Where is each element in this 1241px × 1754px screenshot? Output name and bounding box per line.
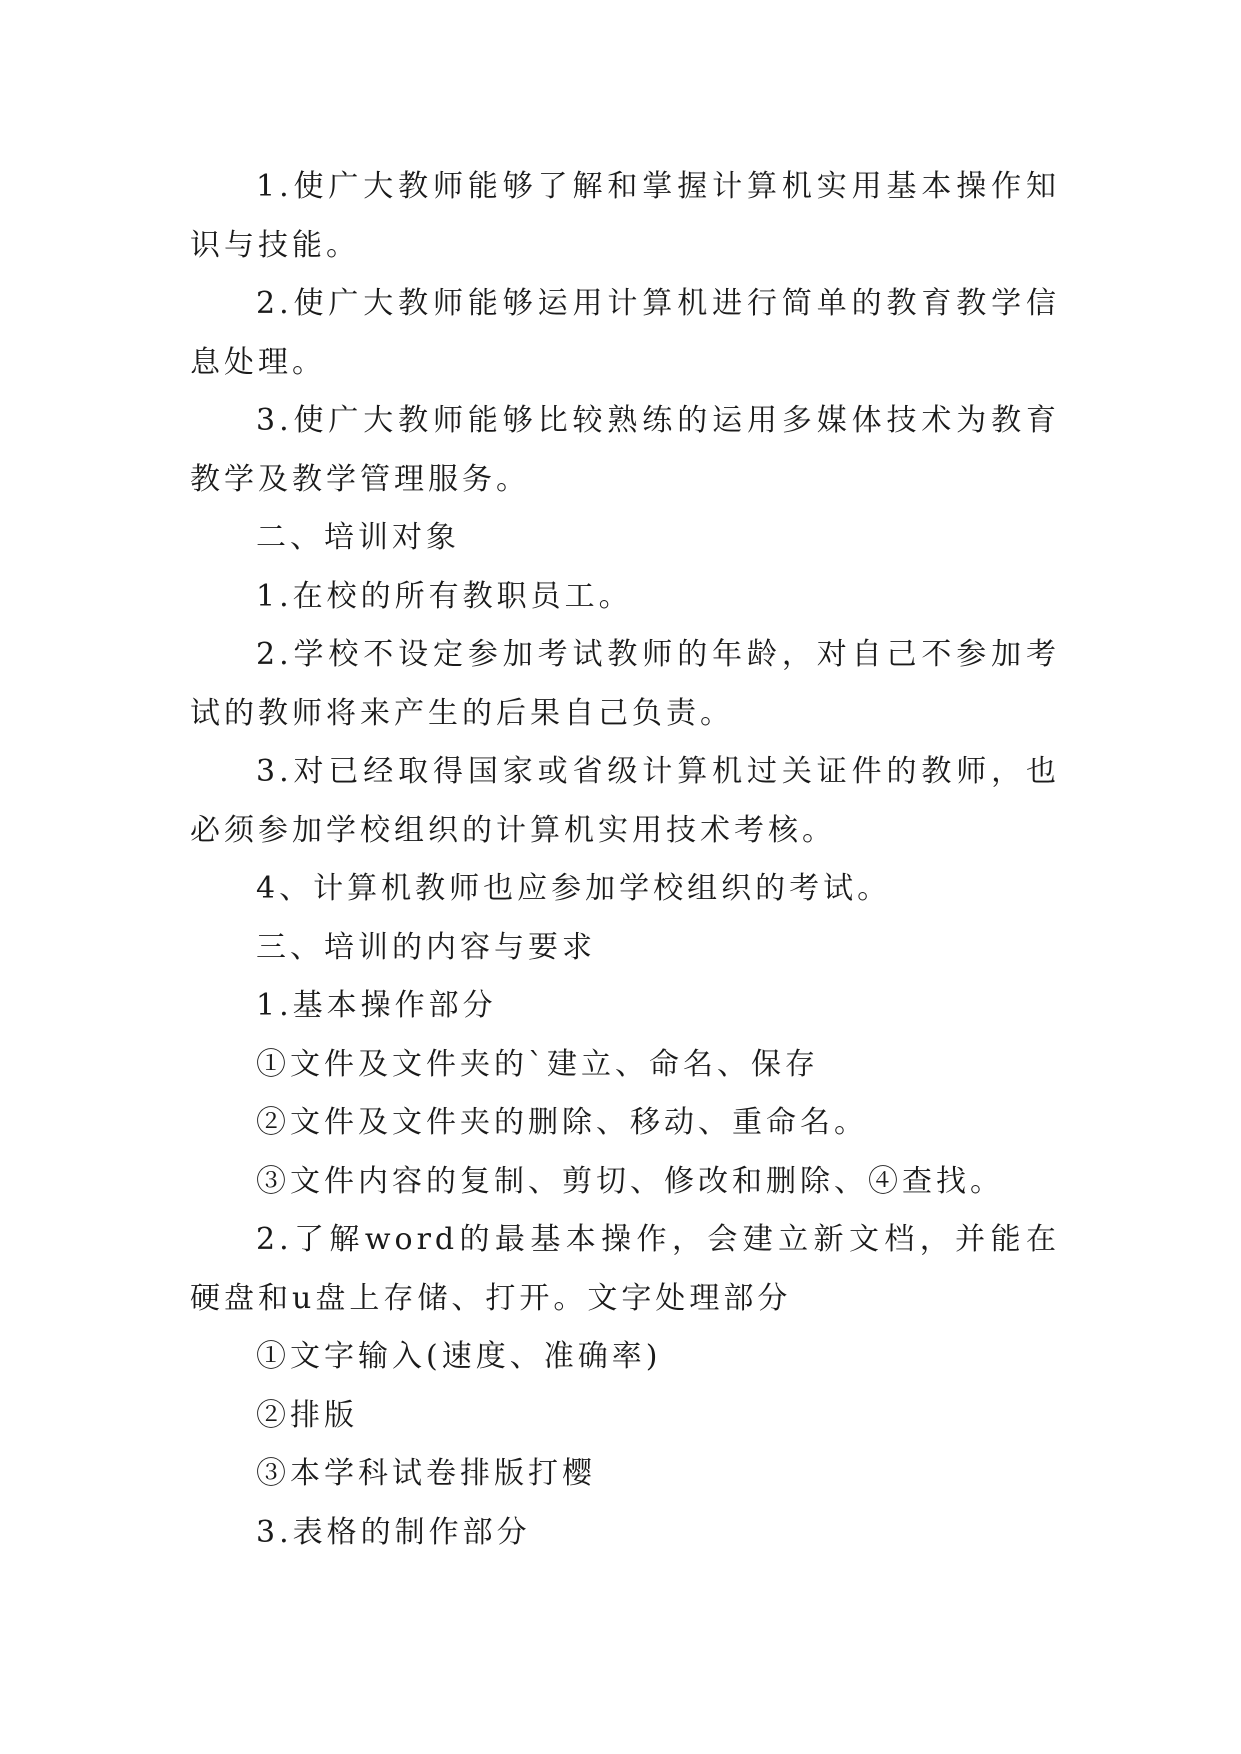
paragraph-target-1: 1.在校的所有教职员工。 bbox=[256, 578, 633, 614]
paragraph-goal-1: 1.使广大教师能够了解和掌握计算机实用基本操作知识与技能。 bbox=[190, 169, 1060, 263]
document-body bbox=[190, 158, 1060, 1562]
paragraph-table-making: 3.表格的制作部分 bbox=[256, 1514, 531, 1550]
paragraph-word-basics: 2.了解word的最基本操作，会建立新文档，并能在硬盘和u盘上存储、打开。文字处理部分 bbox=[190, 1222, 1060, 1316]
list-item-text-input: ①文字输入(速度、准确率) bbox=[256, 1339, 662, 1374]
list-item-file-content: ③文件内容的复制、剪切、修改和删除、④查找。 bbox=[256, 1163, 1004, 1199]
paragraph-target-3: 3.对已经取得国家或省级计算机过关证件的教师，也必须参加学校组织的计算机实用技术考核。 bbox=[190, 754, 1060, 848]
list-item-file-create: ①文件及文件夹的`建立、命名、保存 bbox=[256, 1046, 819, 1082]
paragraph-basic-operations: 1.基本操作部分 bbox=[256, 988, 497, 1023]
list-item-file-delete: ②文件及文件夹的删除、移动、重命名。 bbox=[256, 1105, 868, 1140]
list-item-exam-layout: ③本学科试卷排版打樱 bbox=[256, 1456, 596, 1491]
paragraph-goal-3: 3.使广大教师能够比较熟练的运用多媒体技术为教育教学及教学管理服务。 bbox=[190, 403, 1060, 497]
section-heading-content-requirements: 三、培训的内容与要求 bbox=[256, 929, 596, 965]
paragraph-target-4: 4、计算机教师也应参加学校组织的考试。 bbox=[256, 871, 892, 906]
paragraph-goal-2: 2.使广大教师能够运用计算机进行简单的教育教学信息处理。 bbox=[190, 286, 1060, 380]
section-heading-training-targets: 二、培训对象 bbox=[256, 520, 460, 555]
paragraph-target-2: 2.学校不设定参加考试教师的年龄，对自己不参加考试的教师将来产生的后果自己负责。 bbox=[190, 637, 1060, 731]
list-item-layout: ②排版 bbox=[256, 1397, 358, 1433]
